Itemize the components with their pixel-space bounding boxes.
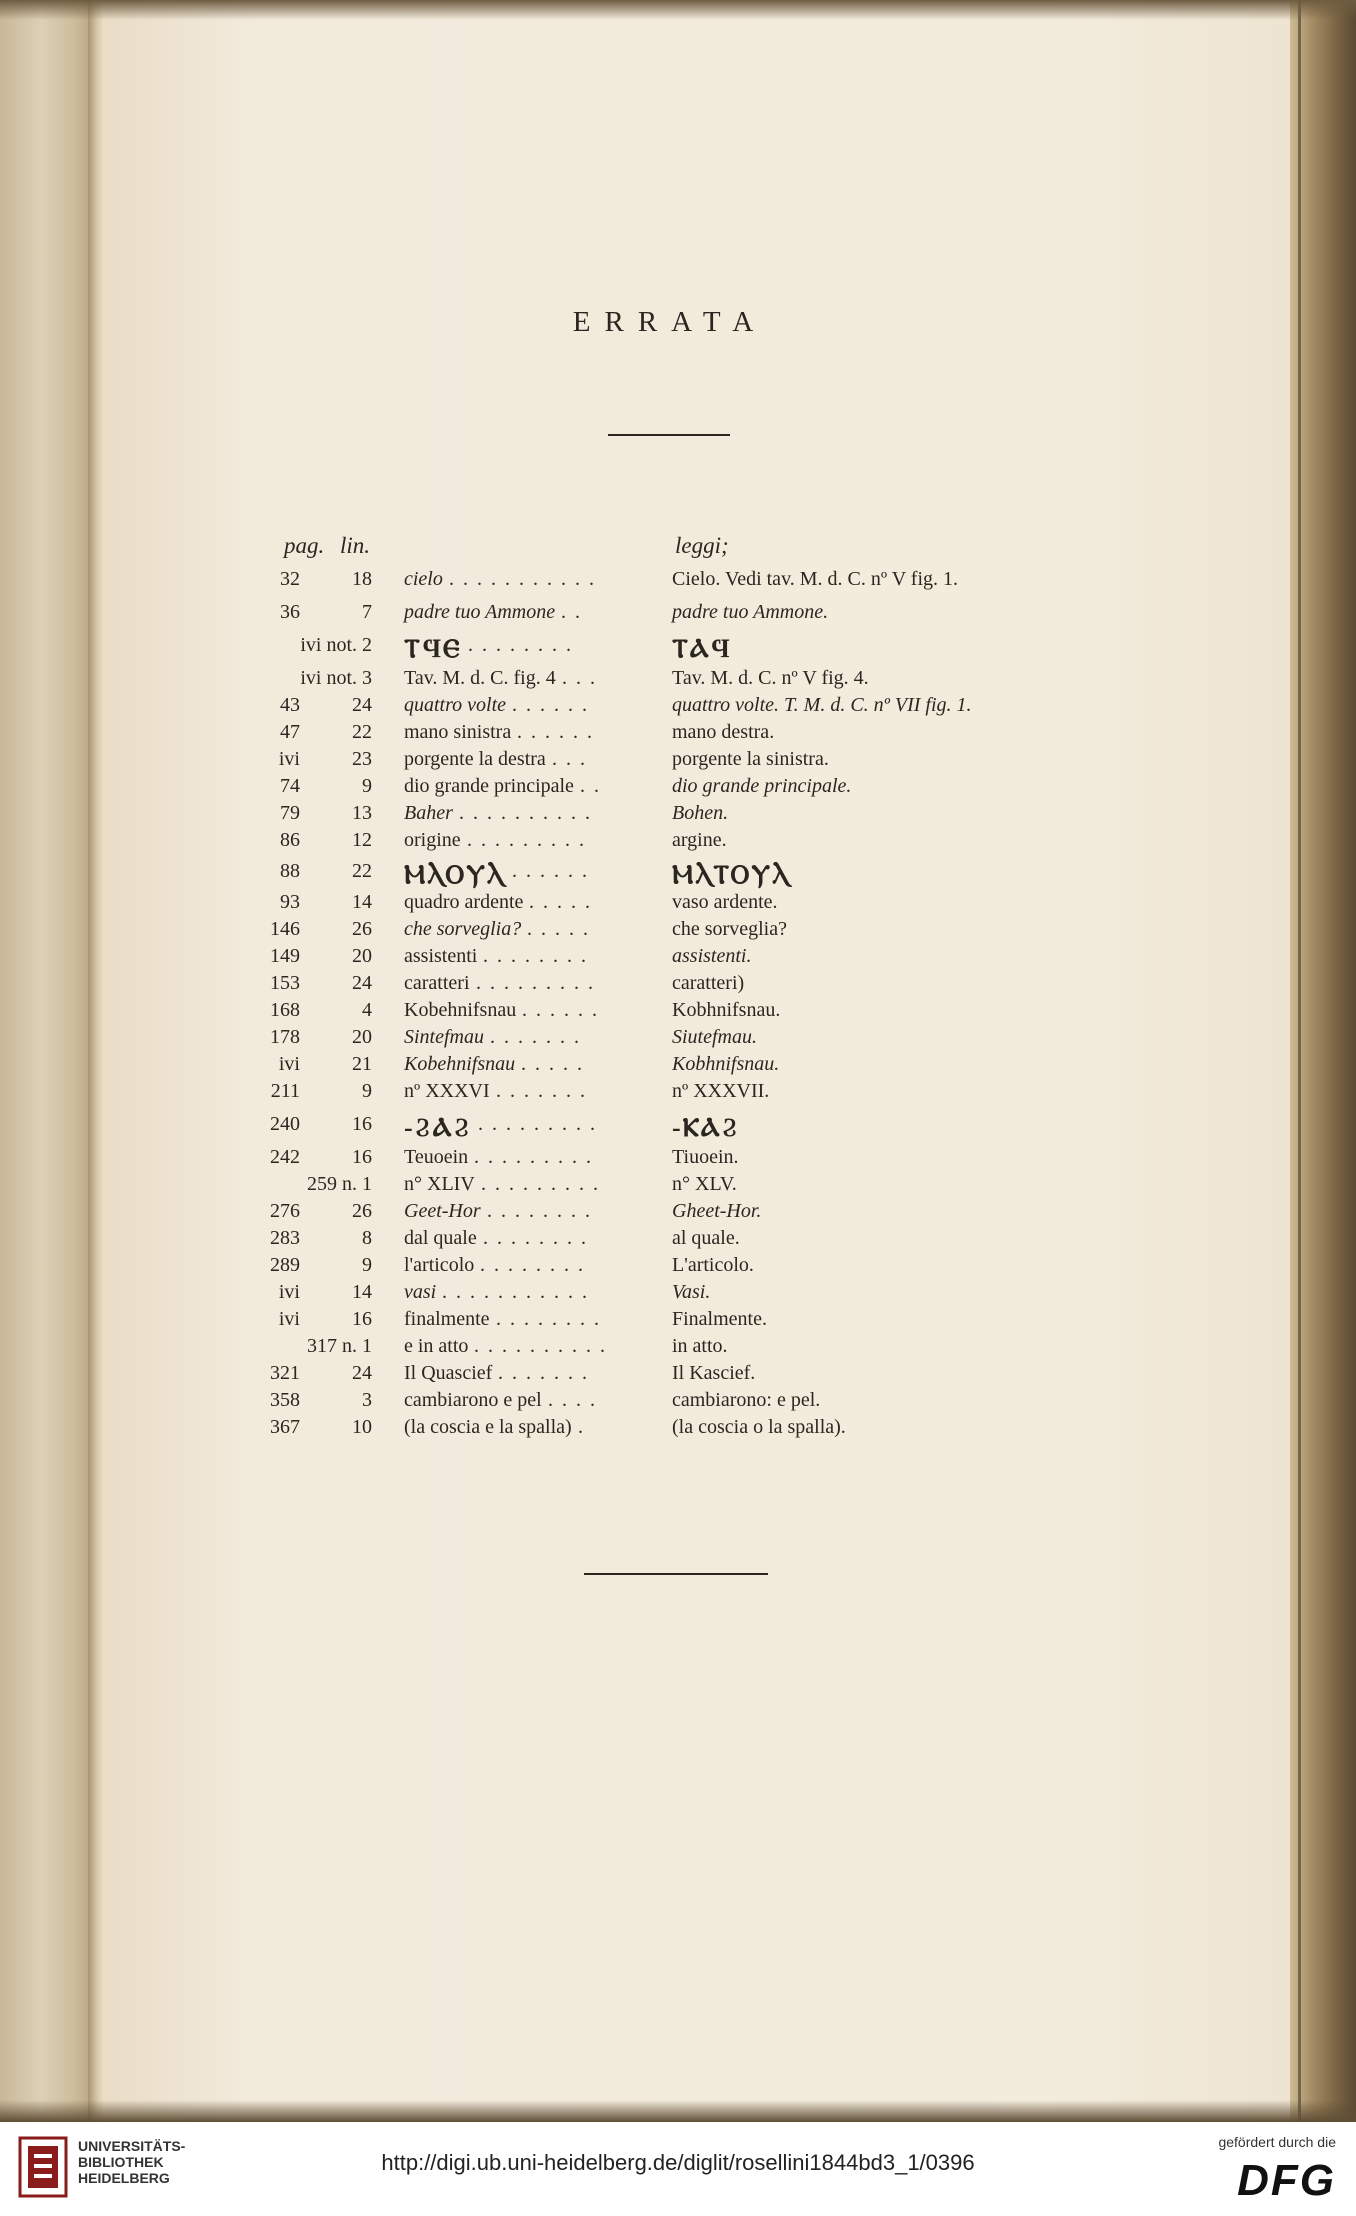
- page-title: ERRATA: [572, 306, 768, 338]
- errata-wrong-text: Kobehnifsnau: [404, 1053, 516, 1075]
- errata-row: [0, 945, 1290, 973]
- closing-rule: [584, 1573, 768, 1575]
- errata-line: 16: [352, 1146, 372, 1168]
- errata-line: 12: [352, 829, 372, 851]
- column-header-pag: pag.: [284, 533, 325, 558]
- dot-leader: . . . . . . .: [498, 1362, 589, 1384]
- errata-row: [0, 1173, 1290, 1201]
- errata-line: 16: [352, 1113, 372, 1135]
- errata-page: 242: [270, 1146, 300, 1168]
- dot-leader: .: [578, 1416, 585, 1438]
- errata-line: 9: [362, 775, 372, 797]
- dot-leader: . . . . . . .: [496, 1080, 587, 1102]
- errata-correction: Finalmente.: [672, 1308, 767, 1330]
- errata-wrong-text: quattro volte: [404, 694, 507, 716]
- errata-correction: quattro volte. T. M. d. C. nº VII fig. 1.: [672, 694, 972, 716]
- errata-line: 7: [362, 601, 372, 623]
- scan-top-shadow: [0, 0, 1356, 20]
- errata-line: 23: [352, 748, 372, 770]
- errata-line: 21: [352, 1053, 372, 1075]
- errata-wrong-text: n° XLIV: [404, 1173, 475, 1195]
- errata-wrong-text: (la coscia e la spalla): [404, 1416, 572, 1438]
- errata-correction: -ⲔⲀϨ: [672, 1113, 740, 1142]
- errata-row: [0, 1080, 1290, 1108]
- errata-page: ivi: [278, 1053, 300, 1075]
- errata-wrong-text: cielo: [404, 568, 443, 590]
- dot-leader: . . . . . . . . .: [481, 1173, 600, 1195]
- dot-leader: . . . . .: [529, 891, 592, 913]
- errata-page: 36: [280, 601, 300, 623]
- errata-line: 24: [352, 1362, 372, 1384]
- errata-wrong-text: Il Quascief: [404, 1362, 493, 1384]
- errata-correction: Kobhnifsnau.: [672, 1053, 780, 1075]
- errata-row: [0, 568, 1290, 596]
- errata-row: [0, 1362, 1290, 1390]
- errata-line: 24: [352, 972, 372, 994]
- errata-correction: mano destra.: [672, 721, 775, 743]
- errata-page: 317 n. 1: [307, 1335, 372, 1357]
- errata-correction: n° XLV.: [672, 1173, 737, 1195]
- errata-row: [0, 1254, 1290, 1282]
- errata-page: 289: [270, 1254, 300, 1276]
- errata-wrong-text: Tav. M. d. C. fig. 4: [404, 667, 556, 689]
- errata-wrong-text: quadro ardente: [404, 891, 524, 913]
- errata-correction: padre tuo Ammone.: [672, 601, 829, 623]
- errata-page: 88: [280, 860, 300, 882]
- errata-correction: Vasi.: [672, 1281, 711, 1303]
- errata-row: [0, 972, 1290, 1000]
- errata-row: [0, 891, 1290, 919]
- errata-wrong-text: caratteri: [404, 972, 470, 994]
- errata-page: 259 n. 1: [307, 1173, 372, 1195]
- errata-wrong-text: nº XXXVI: [404, 1080, 490, 1102]
- column-header-leggi: leggi;: [675, 533, 729, 558]
- errata-line: 9: [362, 1254, 372, 1276]
- errata-wrong-text: dio grande principale: [404, 775, 574, 797]
- errata-wrong-text: finalmente: [404, 1308, 490, 1330]
- errata-line: 24: [352, 694, 372, 716]
- errata-page: 149: [270, 945, 300, 967]
- errata-page: ivi: [278, 1308, 300, 1330]
- errata-correction: in atto.: [672, 1335, 728, 1357]
- errata-wrong-text: che sorveglia?: [404, 918, 522, 940]
- errata-correction: cambiarono: e pel.: [672, 1389, 821, 1411]
- errata-row: [0, 1200, 1290, 1228]
- dot-leader: . . . . . . . .: [483, 945, 588, 967]
- errata-page: 283: [270, 1227, 300, 1249]
- errata-line: 20: [352, 945, 372, 967]
- errata-page: ivi: [278, 1281, 300, 1303]
- errata-wrong-text: mano sinistra: [404, 721, 512, 743]
- errata-page: 276: [270, 1200, 300, 1222]
- dot-leader: . . . . . . . . .: [474, 1146, 593, 1168]
- dot-leader: . . . . . . . .: [468, 634, 573, 656]
- errata-correction: nº XXXVII.: [672, 1080, 770, 1102]
- title-rule: [608, 434, 730, 436]
- errata-page: 47: [280, 721, 300, 743]
- errata-line: 22: [352, 721, 372, 743]
- dot-leader: . . . .: [548, 1389, 597, 1411]
- university-name-line2: BIBLIOTHEK: [78, 2154, 164, 2170]
- errata-row: [0, 721, 1290, 749]
- errata-line: 8: [362, 1227, 372, 1249]
- errata-line: 3: [362, 1389, 372, 1411]
- dot-leader: . . . . . . . . .: [467, 829, 586, 851]
- errata-row: [0, 1146, 1290, 1174]
- errata-correction: caratteri): [672, 972, 745, 994]
- errata-page: 79: [280, 802, 300, 824]
- errata-wrong-text: Sintefmau: [404, 1026, 484, 1048]
- errata-page: 168: [270, 999, 300, 1021]
- errata-line: 13: [352, 802, 372, 824]
- errata-row: [0, 667, 1290, 695]
- errata-wrong-text: ⲘⲖⲞⲨⲖ: [404, 860, 506, 889]
- errata-wrong-text: Geet-Hor: [404, 1200, 481, 1222]
- errata-row: [0, 1026, 1290, 1054]
- errata-row: [0, 918, 1290, 946]
- errata-line: 26: [352, 1200, 372, 1222]
- errata-correction: L'articolo.: [672, 1254, 754, 1276]
- errata-correction: dio grande principale.: [672, 775, 852, 797]
- errata-row: [0, 1308, 1290, 1336]
- errata-page: ivi: [278, 748, 300, 770]
- errata-line: 18: [352, 568, 372, 590]
- errata-line: 9: [362, 1080, 372, 1102]
- errata-correction: porgente la sinistra.: [672, 748, 829, 770]
- errata-row: [0, 1053, 1290, 1081]
- errata-correction: Il Kascief.: [672, 1362, 756, 1384]
- errata-page: ivi not. 2: [300, 634, 372, 656]
- dot-leader: . . . . . . . .: [487, 1200, 592, 1222]
- errata-correction: Kobhnifsnau.: [672, 999, 781, 1021]
- dot-leader: . .: [580, 775, 601, 797]
- errata-row: [0, 829, 1290, 857]
- errata-wrong-text: l'articolo: [404, 1254, 475, 1276]
- dot-leader: . . . . . .: [512, 694, 589, 716]
- errata-correction: ⲦⲀϤ: [672, 634, 732, 663]
- page-url[interactable]: http://digi.ub.uni-heidelberg.de/diglit/rosellini1844bd3_1/0396: [381, 2150, 975, 2175]
- errata-page: 93: [280, 891, 300, 913]
- errata-wrong-text: vasi: [404, 1281, 437, 1303]
- errata-correction: al quale.: [672, 1227, 740, 1249]
- errata-correction: Tiuoein.: [672, 1146, 739, 1168]
- errata-row: [0, 1281, 1290, 1309]
- errata-correction: Cielo. Vedi tav. M. d. C. nº V fig. 1.: [672, 568, 959, 590]
- errata-row: [0, 860, 1290, 888]
- errata-page: 32: [280, 568, 300, 590]
- errata-page: 74: [280, 775, 300, 797]
- errata-wrong-text: assistenti: [404, 945, 478, 967]
- errata-wrong-text: Kobehnifsnau: [404, 999, 517, 1021]
- dot-leader: . . .: [552, 748, 587, 770]
- errata-correction: vaso ardente.: [672, 891, 778, 913]
- university-name-line3: HEIDELBERG: [78, 2170, 170, 2186]
- errata-correction: assistenti.: [672, 945, 752, 967]
- errata-wrong-text: ⲦϤⲈ: [404, 634, 462, 663]
- errata-row: [0, 748, 1290, 776]
- errata-page: 153: [270, 972, 300, 994]
- university-name-line1: UNIVERSITÄTS-: [78, 2138, 186, 2154]
- errata-wrong-text: e in atto: [404, 1335, 469, 1357]
- dot-leader: . . . . . . . .: [496, 1308, 601, 1330]
- viewer-footer: [0, 2122, 1356, 2216]
- errata-row: [0, 999, 1290, 1027]
- errata-line: 10: [352, 1416, 372, 1438]
- dot-leader: . . . . .: [527, 918, 590, 940]
- errata-wrong-text: -ϨⲀϨ: [404, 1113, 472, 1142]
- page-edge-line: [1298, 0, 1301, 2122]
- errata-wrong-text: Baher: [404, 802, 453, 824]
- errata-page: 321: [270, 1362, 300, 1384]
- errata-correction: ⲘⲖⲦⲞⲨⲖ: [672, 860, 792, 889]
- scan-bottom-shadow: [0, 2100, 1356, 2122]
- errata-page: ivi not. 3: [300, 667, 372, 689]
- errata-row: [0, 775, 1290, 803]
- errata-page: 178: [270, 1026, 300, 1048]
- errata-page: 43: [280, 694, 300, 716]
- errata-row: [0, 1335, 1290, 1363]
- errata-line: 14: [352, 891, 372, 913]
- errata-line: 22: [352, 860, 372, 882]
- errata-page: 358: [270, 1389, 300, 1411]
- dot-leader: . . . . . . . . . .: [459, 802, 592, 824]
- errata-wrong-text: porgente la destra: [404, 748, 546, 770]
- errata-correction: argine.: [672, 829, 727, 851]
- errata-wrong-text: cambiarono e pel: [404, 1389, 542, 1411]
- errata-line: 4: [362, 999, 372, 1021]
- funded-by-label: gefördert durch die: [1218, 2134, 1336, 2150]
- errata-line: 14: [352, 1281, 372, 1303]
- dot-leader: . . . . . . . . . . .: [449, 568, 596, 590]
- dot-leader: . . . . . . . . .: [476, 972, 595, 994]
- errata-correction: Bohen.: [672, 802, 729, 824]
- errata-row: [0, 634, 1290, 662]
- errata-page: 240: [270, 1113, 300, 1135]
- dot-leader: . . . . . . . . . . .: [442, 1281, 589, 1303]
- errata-line: 16: [352, 1308, 372, 1330]
- errata-row: [0, 1113, 1290, 1141]
- dot-leader: . . . . . . . .: [480, 1254, 585, 1276]
- dot-leader: . . . . . . . . .: [478, 1113, 597, 1135]
- errata-row: [0, 1389, 1290, 1417]
- errata-row: [0, 802, 1290, 830]
- errata-wrong-text: dal quale: [404, 1227, 477, 1249]
- column-header-lin: lin.: [340, 533, 371, 558]
- errata-wrong-text: Teuoein: [404, 1146, 469, 1168]
- errata-correction: Tav. M. d. C. nº V fig. 4.: [672, 667, 869, 689]
- errata-row: [0, 1227, 1290, 1255]
- errata-correction: Siutefmau.: [672, 1026, 757, 1048]
- errata-row: [0, 694, 1290, 722]
- dot-leader: . . . . . .: [512, 860, 589, 882]
- errata-correction: che sorveglia?: [672, 918, 787, 940]
- dot-leader: . . . . .: [521, 1053, 584, 1075]
- errata-row: [0, 1416, 1290, 1444]
- errata-correction: Gheet-Hor.: [672, 1200, 762, 1222]
- errata-page: 86: [280, 829, 300, 851]
- dot-leader: . . . . . . .: [490, 1026, 581, 1048]
- errata-wrong-text: origine: [404, 829, 461, 851]
- errata-line: 26: [352, 918, 372, 940]
- dot-leader: . . . . . . . .: [483, 1227, 588, 1249]
- errata-page: 211: [270, 1080, 300, 1102]
- errata-row: [0, 601, 1290, 629]
- dot-leader: . . . . . .: [517, 721, 594, 743]
- errata-page: 146: [270, 918, 300, 940]
- errata-wrong-text: padre tuo Ammone: [404, 601, 556, 623]
- errata-page: 367: [270, 1416, 300, 1438]
- dot-leader: . . . . . . . . . .: [474, 1335, 607, 1357]
- errata-correction: (la coscia o la spalla).: [672, 1416, 846, 1438]
- dot-leader: . . .: [562, 667, 597, 689]
- dot-leader: . .: [561, 601, 582, 623]
- errata-line: 20: [352, 1026, 372, 1048]
- dot-leader: . . . . . .: [522, 999, 599, 1021]
- dfg-logo: DFG: [1237, 2156, 1336, 2205]
